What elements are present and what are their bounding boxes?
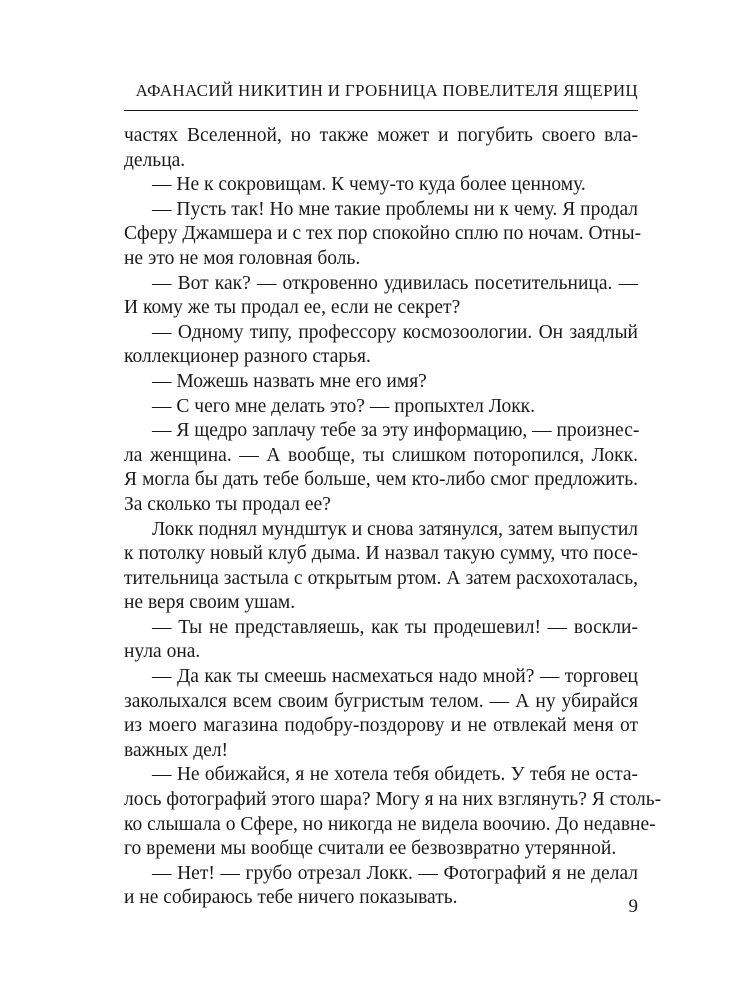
text-line: — С чего мне делать это? — пропыхтел Локк. <box>152 395 536 417</box>
text-line: тительница застыла с открытым ртом. А затем расхохоталась, <box>124 567 638 589</box>
text-line: коллекционер разного старья. <box>124 346 371 368</box>
text-line: — Не обижайся, я не хотела тебя обидеть. У тебя не оста- <box>152 764 638 786</box>
text-line: не это не моя головная боль. <box>124 247 361 269</box>
text-line: Я могла бы дать тебе больше, чем кто-либо смог предложить. <box>124 469 638 491</box>
body-text <box>124 124 662 911</box>
text-line: Сферу Джамшера и с тех пор спокойно сплю по ночам. Отны- <box>124 223 642 245</box>
text-line: го времени мы вообще считали ее безвозвратно утерянной. <box>124 838 617 860</box>
text-line: За сколько ты продал ее? <box>124 493 331 515</box>
text-line: из моего магазина подобру-поздорову и не отвлекай меня от <box>124 715 638 737</box>
text-line: лось фотографий этого шара? Могу я на них взглянуть? Я столь- <box>124 789 662 811</box>
text-line: ла женщина. — А вообще, ты слишком поторопился, Локк. <box>124 444 638 466</box>
text-line: И кому же ты продал ее, если не секрет? <box>124 297 461 319</box>
text-line: дельца. <box>124 149 186 171</box>
text-line: Локк поднял мундштук и снова затянулся, затем выпустил <box>152 518 638 540</box>
text-line: не веря своим ушам. <box>124 592 296 614</box>
header-rule <box>124 110 638 111</box>
text-line: — Пусть так! Но мне такие проблемы ни к чему. Я продал <box>152 198 638 220</box>
text-line: частях Вселенной, но также может и погубить своего вла- <box>124 125 638 146</box>
text-line: — Одному типу, профессору космозоологии. Он заядлый <box>152 321 638 343</box>
page-number: 9 <box>628 896 638 917</box>
text-line: — Я щедро заплачу тебе за эту информацию, — произнес- <box>152 420 640 442</box>
running-head: АФАНАСИЙ НИКИТИН И ГРОБНИЦА ПОВЕЛИТЕЛЯ ЯЩЕРИЦ <box>135 81 638 100</box>
text-line: — Ты не представляешь, как ты продешевил! — воскли- <box>152 616 638 638</box>
text-line: — Можешь назвать мне его имя? <box>152 370 427 392</box>
text-line: — Нет! — грубо отрезал Локк. — Фотографий я не делал <box>152 862 638 884</box>
text-line: нула она. <box>124 641 201 663</box>
text-line: — Вот как? — откровенно удивилась посетительница. — <box>152 272 638 294</box>
text-line: к потолку новый клуб дыма. И назвал такую сумму, что посе- <box>124 543 638 565</box>
text-line: — Да как ты смеешь насмехаться надо мной? — торговец <box>152 666 638 688</box>
text-line: ко слышала о Сфере, но никогда не видела воочию. До недавне- <box>124 813 656 835</box>
text-line: и не собираюсь тебе ничего показывать. <box>124 887 458 909</box>
text-line: — Не к сокровищам. К чему-то куда более ценному. <box>152 174 586 196</box>
text-line: важных дел! <box>124 739 229 761</box>
text-line: заколыхался всем своим бугристым телом. — А ну убирайся <box>124 690 638 712</box>
